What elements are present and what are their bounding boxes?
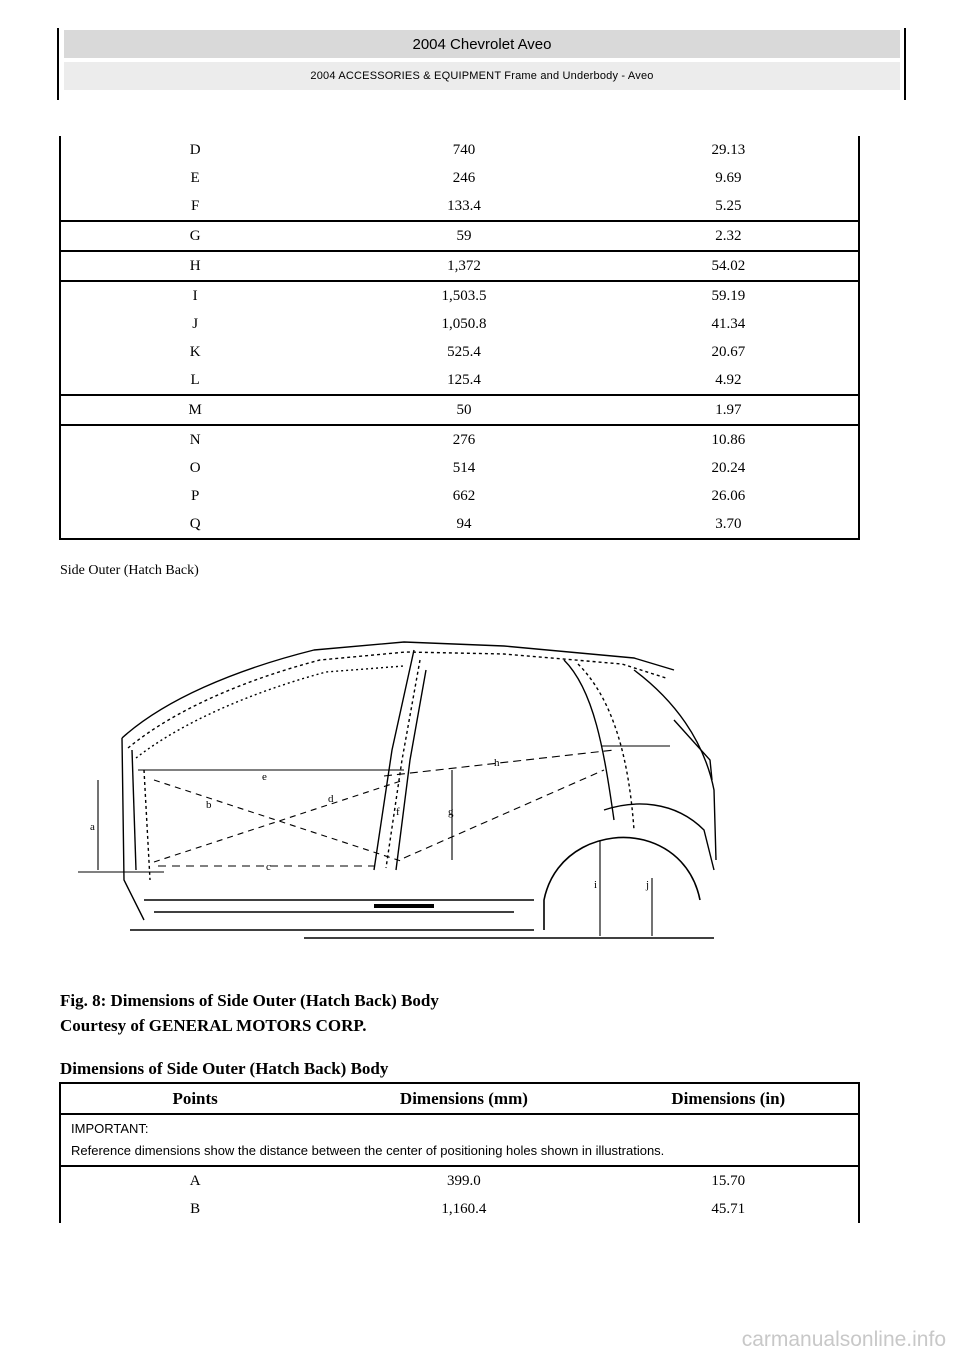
cell-point: Q	[60, 510, 329, 539]
table-row	[60, 136, 859, 164]
cell-mm: 276	[329, 425, 598, 454]
important-note-row	[60, 1114, 859, 1166]
col-header-in: Dimensions (in)	[599, 1083, 859, 1114]
cell-mm: 514	[452, 459, 476, 476]
cell-point: A	[60, 1166, 329, 1195]
table-row	[60, 482, 859, 510]
table-row	[60, 192, 859, 221]
table-header-row	[60, 1083, 859, 1114]
cell-in: 9.69	[599, 164, 859, 192]
cell-point: D	[60, 136, 329, 164]
cell-in: 29.13	[599, 136, 859, 164]
label-c: c	[266, 861, 271, 873]
label-g: g	[448, 806, 454, 818]
cell-in: 20.67	[599, 338, 859, 366]
cell-point: H	[60, 251, 329, 281]
label-e: e	[262, 771, 267, 783]
cell-in: 59.19	[599, 281, 859, 310]
dimension-labels	[90, 757, 649, 891]
cell-point: M	[60, 395, 329, 425]
cell-point: B	[60, 1195, 329, 1223]
cell-point: N	[60, 425, 329, 454]
table2-title: Dimensions of Side Outer (Hatch Back) Body	[60, 1059, 389, 1078]
cell-mm: 133.4	[447, 197, 481, 214]
cell-mm: 662	[452, 487, 476, 504]
front-pillar	[122, 738, 150, 920]
cell-point: I	[60, 281, 329, 310]
section-caption: Side Outer (Hatch Back)	[60, 563, 199, 578]
figure-caption-title: Fig. 8: Dimensions of Side Outer (Hatch Back) Body	[60, 991, 439, 1010]
table-row	[60, 338, 859, 366]
watermark: carmanualsonline.info	[741, 1328, 946, 1351]
figure-caption	[60, 988, 439, 1038]
cell-in: 5.25	[599, 192, 859, 221]
cell-in: 41.34	[599, 310, 859, 338]
header-right-rule	[904, 28, 906, 100]
cell-mm: 50	[329, 395, 598, 425]
label-i: i	[594, 879, 598, 891]
document-subtitle: 2004 ACCESSORIES & EQUIPMENT Frame and Underbody - Aveo	[64, 62, 900, 90]
cell-in: 4.92	[599, 366, 859, 395]
cell-in: 3.70	[599, 510, 859, 539]
cell-point: O	[60, 454, 329, 482]
cell-point: G	[60, 221, 329, 251]
table-row	[60, 1166, 859, 1195]
label-j: j	[646, 879, 650, 891]
label-f: f	[396, 806, 400, 818]
table-row	[60, 510, 859, 539]
cell-mm: 1,503.5	[329, 281, 598, 310]
cell-in: 20.24	[599, 454, 859, 482]
table-row	[60, 221, 859, 251]
cell-in: 26.06	[599, 482, 859, 510]
table-row	[60, 366, 859, 395]
cell-mm: 1,050.8	[441, 315, 487, 332]
cell-mm: 1,160.4	[441, 1200, 487, 1217]
cell-in: 54.02	[599, 251, 859, 281]
cell-mm: 525.4	[447, 343, 481, 360]
label-b: b	[206, 799, 212, 811]
b-pillar	[374, 650, 426, 870]
cell-in: 1.97	[599, 395, 859, 425]
table-row	[60, 425, 859, 454]
cell-mm: 59	[329, 221, 598, 251]
cell-point: P	[60, 482, 329, 510]
cell-in: 2.32	[599, 221, 859, 251]
document-title: 2004 Chevrolet Aveo	[64, 30, 900, 58]
cell-mm: 740	[452, 141, 476, 158]
important-note	[60, 1114, 859, 1166]
side-outer-body-diagram	[74, 630, 720, 945]
cell-mm: 1,372	[329, 251, 598, 281]
important-label: IMPORTANT:	[71, 1121, 149, 1136]
cell-in: 10.86	[599, 425, 859, 454]
rocker-panel	[130, 900, 714, 938]
table-row	[60, 395, 859, 425]
cell-in: 15.70	[599, 1166, 859, 1195]
table-row	[60, 1195, 859, 1223]
table-row	[60, 251, 859, 281]
figure-caption-courtesy: Courtesy of GENERAL MOTORS CORP.	[60, 1016, 367, 1035]
cell-point: E	[60, 164, 329, 192]
dimensions-table	[59, 1082, 860, 1223]
table-row	[60, 310, 859, 338]
table-row	[60, 281, 859, 310]
cell-point: J	[60, 310, 329, 338]
cell-point: F	[60, 192, 329, 221]
cell-mm: 94	[329, 510, 598, 539]
cell-point: K	[60, 338, 329, 366]
cell-in: 45.71	[599, 1195, 859, 1223]
label-d: d	[328, 793, 334, 805]
wheel-arch	[544, 838, 700, 931]
col-header-mm: Dimensions (mm)	[329, 1083, 598, 1114]
table-row	[60, 454, 859, 482]
cell-point: L	[60, 366, 329, 395]
cell-mm: 125.4	[447, 371, 481, 388]
col-header-points: Points	[60, 1083, 329, 1114]
roof-outline	[122, 642, 674, 758]
label-a: a	[90, 821, 95, 833]
header-left-rule	[57, 28, 59, 100]
cell-mm: 399.0	[447, 1172, 481, 1189]
dimensions-table-continued	[59, 136, 860, 540]
important-text: Reference dimensions show the distance between the center of positioning holes shown in illustrations.	[71, 1143, 665, 1158]
label-h: h	[494, 757, 500, 769]
cell-mm: 246	[452, 169, 476, 186]
table-row	[60, 164, 859, 192]
